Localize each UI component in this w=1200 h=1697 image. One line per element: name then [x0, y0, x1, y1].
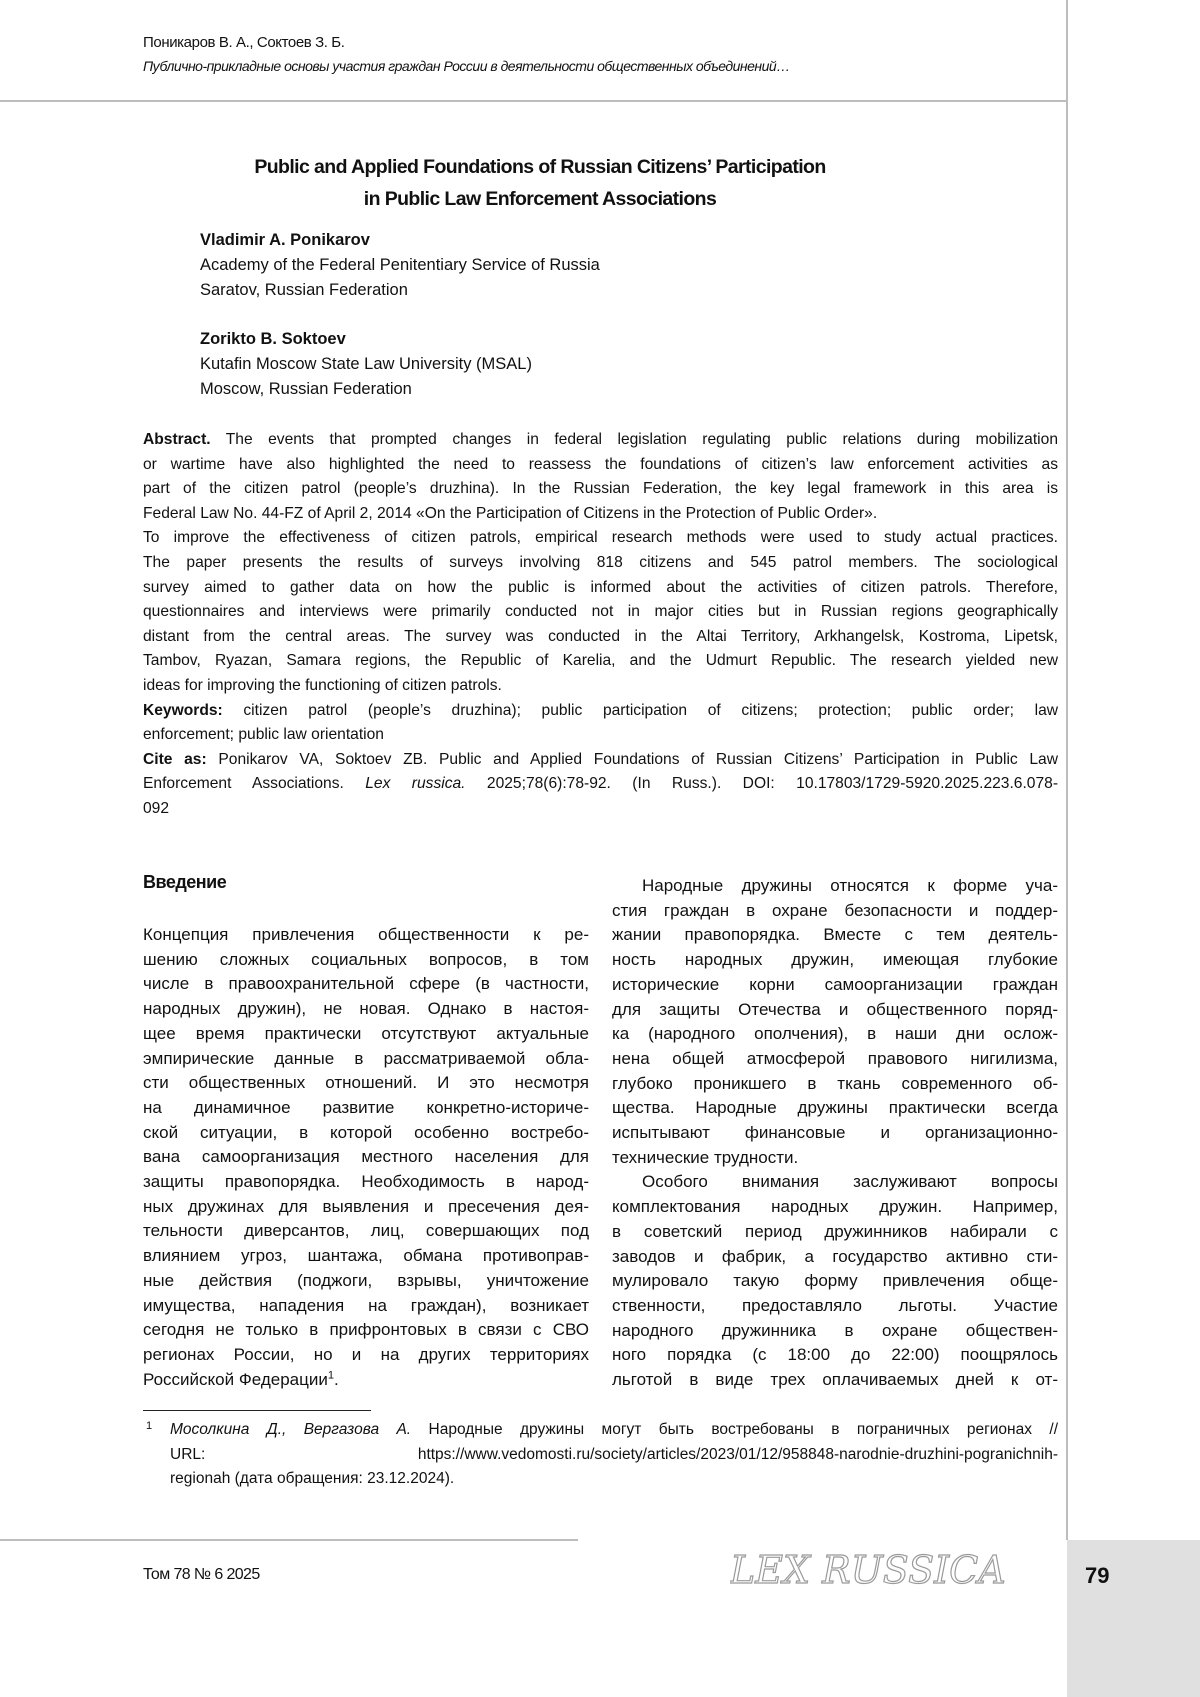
text-line: [143, 972, 589, 997]
author-location: Moscow, Russian Federation: [200, 377, 532, 402]
title-line: in Public Law Enforcement Associations: [200, 183, 880, 215]
label-text: Keywords:: [143, 702, 223, 719]
text-line: [612, 1022, 1058, 1047]
running-header-title: Публично-прикладные основы участия граждан России в деятельности общественных объединений…: [143, 58, 790, 74]
text-line: [612, 874, 1058, 899]
text-segment: 092: [143, 800, 169, 817]
text-segment: To improve the effectiveness of citizen patrols, empirical research methods were used to study actual practices.: [143, 529, 1058, 546]
text-line: [612, 1170, 1058, 1195]
text-line: [612, 998, 1058, 1023]
text-segment: сегодня не только в прифронтовых в связи с СВО: [143, 1320, 589, 1339]
text-line: [143, 1318, 589, 1343]
text-line: [143, 1121, 589, 1146]
text-segment: вана самоорганизация местного населения для: [143, 1147, 589, 1166]
text-segment: на динамичное развитие конкретно-историче-: [143, 1098, 589, 1117]
text-line: [170, 1467, 1058, 1492]
footnote-ref: 1: [328, 1369, 334, 1381]
text-line: [612, 1269, 1058, 1294]
text-line: [612, 1319, 1058, 1344]
text-line: [143, 1096, 589, 1121]
text-line: [612, 1195, 1058, 1220]
author-affiliation: Academy of the Federal Penitentiary Service of Russia: [200, 253, 600, 278]
text-line: [612, 1047, 1058, 1072]
text-line: [143, 674, 1058, 699]
article-title: [200, 151, 880, 215]
text-line: [170, 1443, 1058, 1468]
text-segment: народного дружинника в охране обществен-: [612, 1321, 1058, 1340]
author-name: Zorikto B. Soktoev: [200, 327, 532, 352]
body-column-right: [612, 874, 1058, 1393]
text-line: [143, 1145, 589, 1170]
text-segment: survey aimed to gather data on how the public is informed about the activities of citizen patrols. Therefore,: [143, 579, 1058, 596]
footnote-rule: [143, 1410, 371, 1411]
text-line: [612, 1096, 1058, 1121]
text-line: [612, 1343, 1058, 1368]
text-segment: Мосолкина Д., Вергазова А.: [170, 1421, 411, 1438]
text-segment: испытывают финансовые и организационно-: [612, 1123, 1058, 1142]
body-column-left: [143, 923, 589, 1392]
text-segment: защиты правопорядка. Необходимость в народ-: [143, 1172, 589, 1191]
text-segment: народных дружин), не новая. Однако в настоя-: [143, 999, 589, 1018]
label-text: Abstract.: [143, 431, 211, 448]
text-segment: Народные дружины относятся к форме уча-: [642, 876, 1058, 895]
text-segment: URL: https://www.vedomosti.ru/society/articles/2023/01/12/958848-narodnie-druzhini-pogranichnih-: [170, 1446, 1058, 1463]
text-line: [143, 649, 1058, 674]
issue-info: Том 78 № 6 2025: [143, 1566, 260, 1584]
text-segment: стия граждан в охране безопасности и поддер-: [612, 901, 1058, 920]
text-line: [170, 1418, 1058, 1443]
text-line: [143, 1170, 589, 1195]
text-line: [143, 1071, 589, 1096]
text-line: [143, 1244, 589, 1269]
text-line: [143, 723, 1058, 748]
text-segment: Народные дружины могут быть востребованы в пограничных регионах //: [411, 1421, 1058, 1438]
running-header-authors: Поникаров В. А., Соктоев З. Б.: [143, 34, 345, 51]
text-segment: The paper presents the results of surveys involving 818 citizens and 545 patrol members. The sociological: [143, 554, 1058, 571]
text-line: [612, 1121, 1058, 1146]
text-line: [143, 1022, 589, 1047]
author-affiliation: Kutafin Moscow State Law University (MSAL): [200, 352, 532, 377]
text-line: [143, 551, 1058, 576]
text-line: [143, 526, 1058, 551]
text-segment: or wartime have also highlighted the need to reassess the foundations of citizen’s law enforcement activities as: [143, 456, 1058, 473]
text-line: [143, 576, 1058, 601]
text-line: [612, 973, 1058, 998]
text-line: [612, 923, 1058, 948]
text-segment: Российской Федерации: [143, 1370, 328, 1389]
text-segment: исторические корни самоорганизации граждан: [612, 975, 1058, 994]
text-segment: щее время практически отсутствуют актуальные: [143, 1024, 589, 1043]
text-segment: щества. Народные дружины практически всегда: [612, 1098, 1058, 1117]
text-segment: enforcement; public law orientation: [143, 726, 384, 743]
text-line: [143, 502, 1058, 527]
page-number: 79: [1085, 1563, 1109, 1589]
text-line: [143, 428, 1058, 453]
text-line: [612, 899, 1058, 924]
text-segment: Lex russica.: [365, 775, 465, 792]
author-block: [200, 327, 532, 402]
text-segment: 2025;78(6):78-92. (In Russ.). DOI: 10.17803/1729-5920.2025.223.6.078-: [466, 775, 1059, 792]
text-line: [143, 1195, 589, 1220]
journal-logo: LEX RUSSICA: [730, 1545, 1050, 1595]
author-block: [200, 228, 600, 303]
text-segment: Enforcement Associations.: [143, 775, 365, 792]
text-line: [143, 1047, 589, 1072]
author-location: Saratov, Russian Federation: [200, 278, 600, 303]
text-segment: эмпирические данные в рассматриваемой обла-: [143, 1049, 589, 1068]
header-rule: [0, 100, 1067, 102]
text-segment: глубоко проникшего в ткань современного об-: [612, 1074, 1058, 1093]
text-segment: имущества, нападения на граждан), возникает: [143, 1296, 589, 1315]
text-segment: distant from the central areas. The survey was conducted in the Altai Territory, Arkhangelsk, Kostroma, Lipetsk,: [143, 628, 1058, 645]
text-segment: ка (народного ополчения), в наши дни ослож-: [612, 1024, 1058, 1043]
margin-divider: [1066, 0, 1068, 1540]
text-segment: Federal Law No. 44-FZ of April 2, 2014 «On the Participation of Citizens in the Protection of Public Order».: [143, 505, 877, 522]
text-segment: комплектования народных дружин. Например,: [612, 1197, 1058, 1216]
text-segment: в советский период дружинников набирали с: [612, 1222, 1058, 1241]
text-segment: жании правопорядка. Вместе с тем деятель-: [612, 925, 1058, 944]
text-line: [612, 1245, 1058, 1270]
text-segment: questionnaires and interviews were primarily conducted not in major cities but in Russian regions geographically: [143, 603, 1058, 620]
text-segment: заводов и фабрик, а государство активно сти-: [612, 1247, 1058, 1266]
text-line: [143, 477, 1058, 502]
text-line: [143, 748, 1058, 773]
text-segment: для защиты Отечества и общественного поряд-: [612, 1000, 1058, 1019]
text-segment: тельности диверсантов, лиц, совершающих под: [143, 1221, 589, 1240]
text-line: [143, 1343, 589, 1368]
text-segment: числе в правоохранительной сфере (в частности,: [143, 974, 589, 993]
text-segment: ской ситуации, в которой особенно востребо-: [143, 1123, 589, 1142]
text-line: [612, 1146, 1058, 1171]
text-line: [143, 625, 1058, 650]
text-line: [143, 600, 1058, 625]
text-line: [143, 1269, 589, 1294]
section-heading: Введение: [143, 872, 226, 893]
text-segment: льготой в виде трех оплачиваемых дней к от-: [612, 1370, 1058, 1389]
footnote-marker: 1: [146, 1420, 152, 1432]
text-line: [143, 997, 589, 1022]
text-segment: нена общей атмосферой правового нигилизма,: [612, 1049, 1058, 1068]
text-segment: сти общественных отношений. И это несмотря: [143, 1073, 589, 1092]
text-segment: ideas for improving the functioning of citizen patrols.: [143, 677, 502, 694]
text-line: [143, 1368, 589, 1393]
text-segment: ных дружинах для выявления и пресечения дея-: [143, 1197, 589, 1216]
author-name: Vladimir A. Ponikarov: [200, 228, 600, 253]
text-line: [612, 1294, 1058, 1319]
text-segment: технические трудности.: [612, 1148, 798, 1167]
text-segment: regionah (дата обращения: 23.12.2024).: [170, 1470, 454, 1487]
footnote: [170, 1418, 1058, 1492]
text-segment: регионах России, но и на других территориях: [143, 1345, 589, 1364]
text-line: [143, 923, 589, 948]
abstract: [143, 428, 1058, 822]
text-line: [143, 1294, 589, 1319]
text-line: [143, 797, 1058, 822]
text-segment: ность народных дружин, имеющая глубокие: [612, 950, 1058, 969]
text-segment: влиянием угроз, шантажа, обмана противоправ-: [143, 1246, 589, 1265]
text-line: [143, 1219, 589, 1244]
text-line: [612, 1072, 1058, 1097]
text-line: [612, 1220, 1058, 1245]
text-segment: шению сложных социальных вопросов, в том: [143, 950, 589, 969]
text-segment: Tambov, Ryazan, Samara regions, the Republic of Karelia, and the Udmurt Republic. The research yielded new: [143, 652, 1058, 669]
text-segment: ного порядка (с 18:00 до 22:00) поощрялось: [612, 1345, 1058, 1364]
text-segment: ные действия (поджоги, взрывы, уничтожение: [143, 1271, 589, 1290]
footer-rule: [0, 1539, 578, 1541]
text-line: [143, 699, 1058, 724]
text-line: [612, 1368, 1058, 1393]
text-segment: Ponikarov VA, Soktoev ZB. Public and Applied Foundations of Russian Citizens’ Participation in Public Law: [207, 751, 1058, 768]
text-segment: ственности, предоставляло льготы. Участие: [612, 1296, 1058, 1315]
text-segment: .: [334, 1370, 339, 1389]
title-line: Public and Applied Foundations of Russian Citizens’ Participation: [200, 151, 880, 183]
text-segment: Особого внимания заслуживают вопросы: [642, 1172, 1058, 1191]
text-line: [143, 453, 1058, 478]
text-segment: мулировало такую форму привлечения обще-: [612, 1271, 1058, 1290]
text-line: [612, 948, 1058, 973]
text-line: [143, 772, 1058, 797]
text-line: [143, 948, 589, 973]
text-segment: citizen patrol (people’s druzhina); public participation of citizens; protection; public order; law: [223, 702, 1058, 719]
text-segment: Концепция привлечения общественности к ре-: [143, 925, 589, 944]
label-text: Cite as:: [143, 751, 207, 768]
text-segment: The events that prompted changes in federal legislation regulating public relations during mobilization: [211, 431, 1058, 448]
text-segment: part of the citizen patrol (people’s druzhina). In the Russian Federation, the key legal framework in this area is: [143, 480, 1058, 497]
